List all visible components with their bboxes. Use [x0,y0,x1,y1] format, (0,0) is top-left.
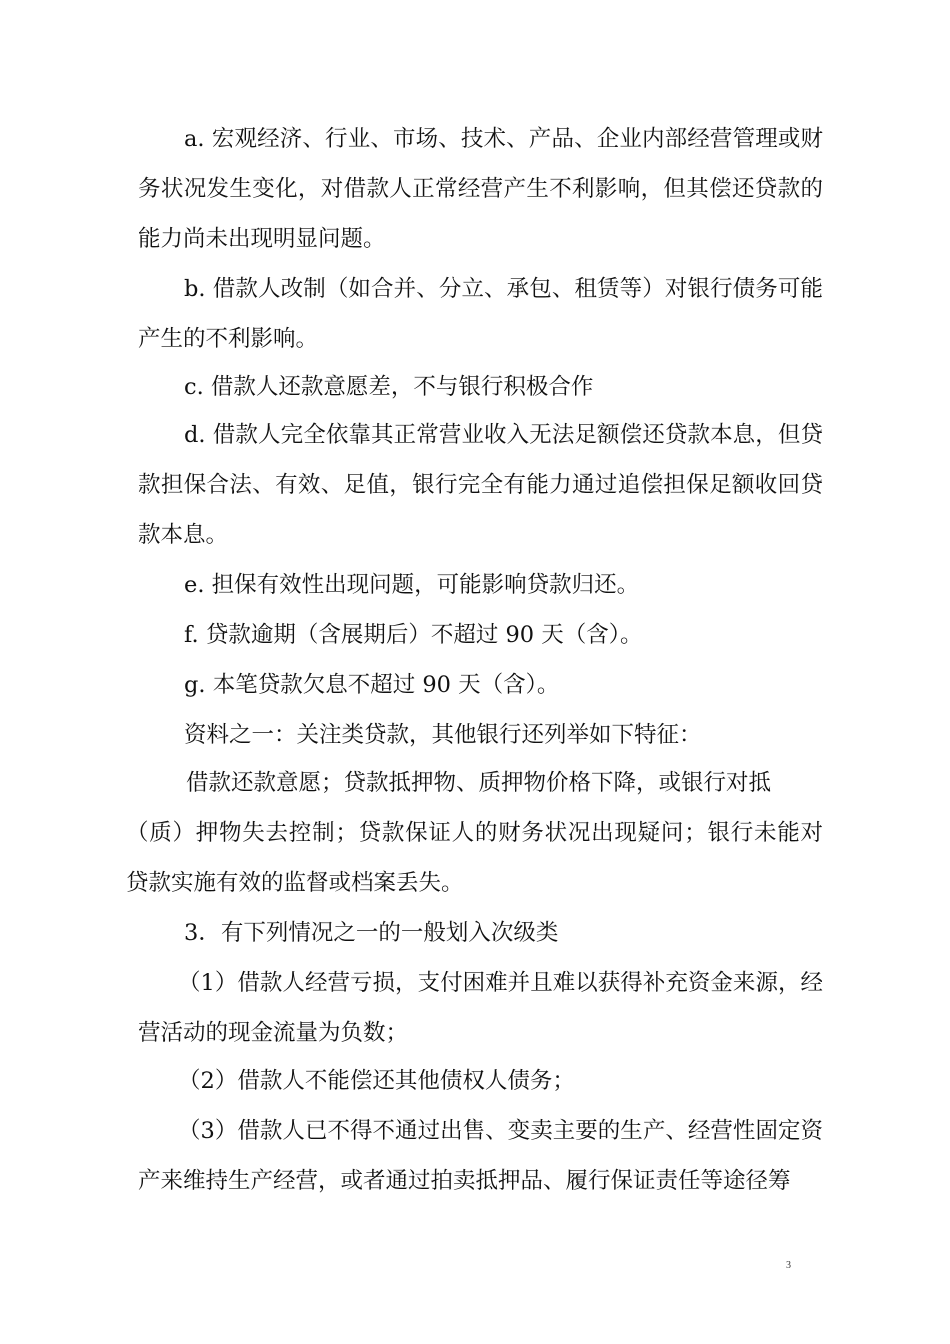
page-number: 3 [786,1260,791,1271]
material-line-2: （质）押物失去控制；贷款保证人的财务状况出现疑问；银行未能对贷款实施有效的监督或档案丢失。 [126,820,823,896]
paragraph-b: b. 借款人改制（如合并、分立、承包、租赁等）对银行债务可能产生的不利影响。 [138,276,823,352]
paragraph-f: f. 贷款逾期（含展期后）不超过 90 天（含）。 [184,622,643,648]
material-line-1: 借款还款意愿；贷款抵押物、质押物价格下降，或银行对抵 [186,770,772,796]
item-1: （1）借款人经营亏损，支付困难并且难以获得补充资金来源，经营活动的现金流量为负数； [138,970,823,1046]
item-3: （3）借款人已不得不通过出售、变卖主要的生产、经营性固定资产来维持生产经营，或者通过拍卖抵押品、履行保证责任等途径筹 [138,1118,823,1194]
item-2: （2）借款人不能偿还其他债权人债务； [178,1068,575,1094]
paragraph-a: a. 宏观经济、行业、市场、技术、产品、企业内部经营管理或财务状况发生变化，对借款人正常经营产生不利影响，但其偿还贷款的能力尚未出现明显问题。 [138,126,823,252]
paragraph-e: e. 担保有效性出现问题，可能影响贷款归还。 [184,572,640,598]
paragraph-g: g. 本笔贷款欠息不超过 90 天（含）。 [184,672,560,698]
paragraph-d: d. 借款人完全依靠其正常营业收入无法足额偿还贷款本息，但贷款担保合法、有效、足值，银行完全有能力通过追偿担保足额收回贷款本息。 [138,422,823,548]
paragraph-c: c. 借款人还款意愿差，不与银行积极合作 [184,374,594,400]
material-heading: 资料之一：关注类贷款，其他银行还列举如下特征： [184,722,702,748]
section-3-heading: 3．有下列情况之一的一般划入次级类 [184,920,559,946]
